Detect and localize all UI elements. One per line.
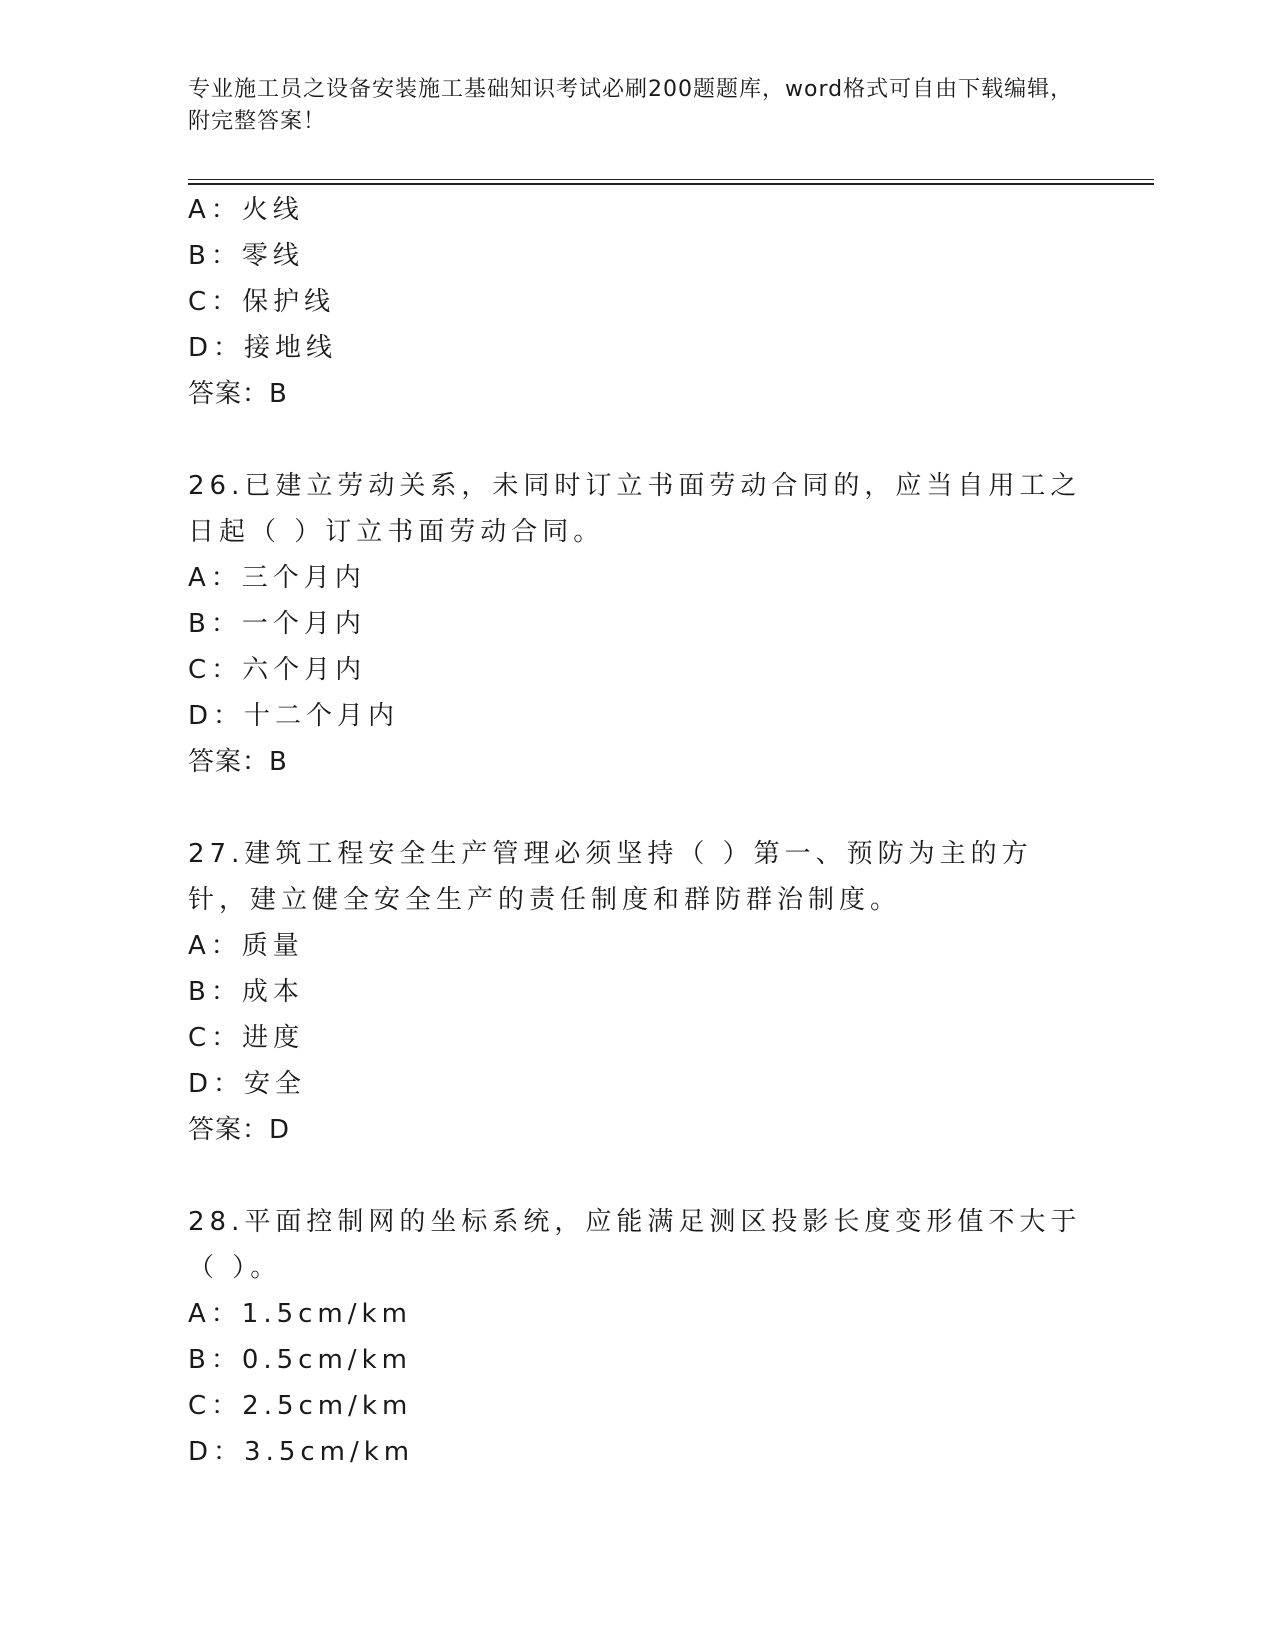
question-stem: 27.建筑工程安全生产管理必须坚持（ ）第一、预防为主的方针，建立健全安全生产的责任制度和群防群治制度。 bbox=[188, 839, 1033, 915]
option-b: B：成本 bbox=[188, 977, 304, 1007]
question-list bbox=[188, 187, 1088, 1475]
option-b: B：零线 bbox=[188, 241, 304, 271]
header-divider bbox=[188, 179, 1154, 180]
answer-line: 答案：B bbox=[188, 747, 288, 777]
option-a: A：质量 bbox=[188, 931, 304, 961]
option-c: C：2.5cm/km bbox=[188, 1391, 413, 1421]
option-d: D：安全 bbox=[188, 1069, 307, 1099]
option-d: D：3.5cm/km bbox=[188, 1437, 415, 1467]
option-d: D：接地线 bbox=[188, 333, 338, 363]
option-c: C：进度 bbox=[188, 1023, 305, 1053]
document-title: 专业施工员之设备安装施工基础知识考试必刷200题题库，word格式可自由下载编辑，附完整答案！ bbox=[188, 77, 1074, 134]
option-a: A：三个月内 bbox=[188, 563, 366, 593]
option-c: C：保护线 bbox=[188, 287, 336, 317]
option-b: B：一个月内 bbox=[188, 609, 366, 639]
option-b: B：0.5cm/km bbox=[188, 1345, 412, 1375]
answer-line: 答案：D bbox=[188, 1115, 291, 1145]
option-d: D：十二个月内 bbox=[188, 701, 400, 731]
question-stem: 28.平面控制网的坐标系统，应能满足测区投影长度变形值不大于（ ）。 bbox=[188, 1207, 1082, 1283]
option-c: C：六个月内 bbox=[188, 655, 367, 685]
question-stem: 26.已建立劳动关系，未同时订立书面劳动合同的，应当自用工之日起（ ）订立书面劳动合同。 bbox=[188, 471, 1082, 547]
answer-line: 答案：B bbox=[188, 379, 288, 409]
header-divider-thick bbox=[188, 183, 1154, 185]
option-a: A：火线 bbox=[188, 195, 304, 225]
option-a: A：1.5cm/km bbox=[188, 1299, 412, 1329]
